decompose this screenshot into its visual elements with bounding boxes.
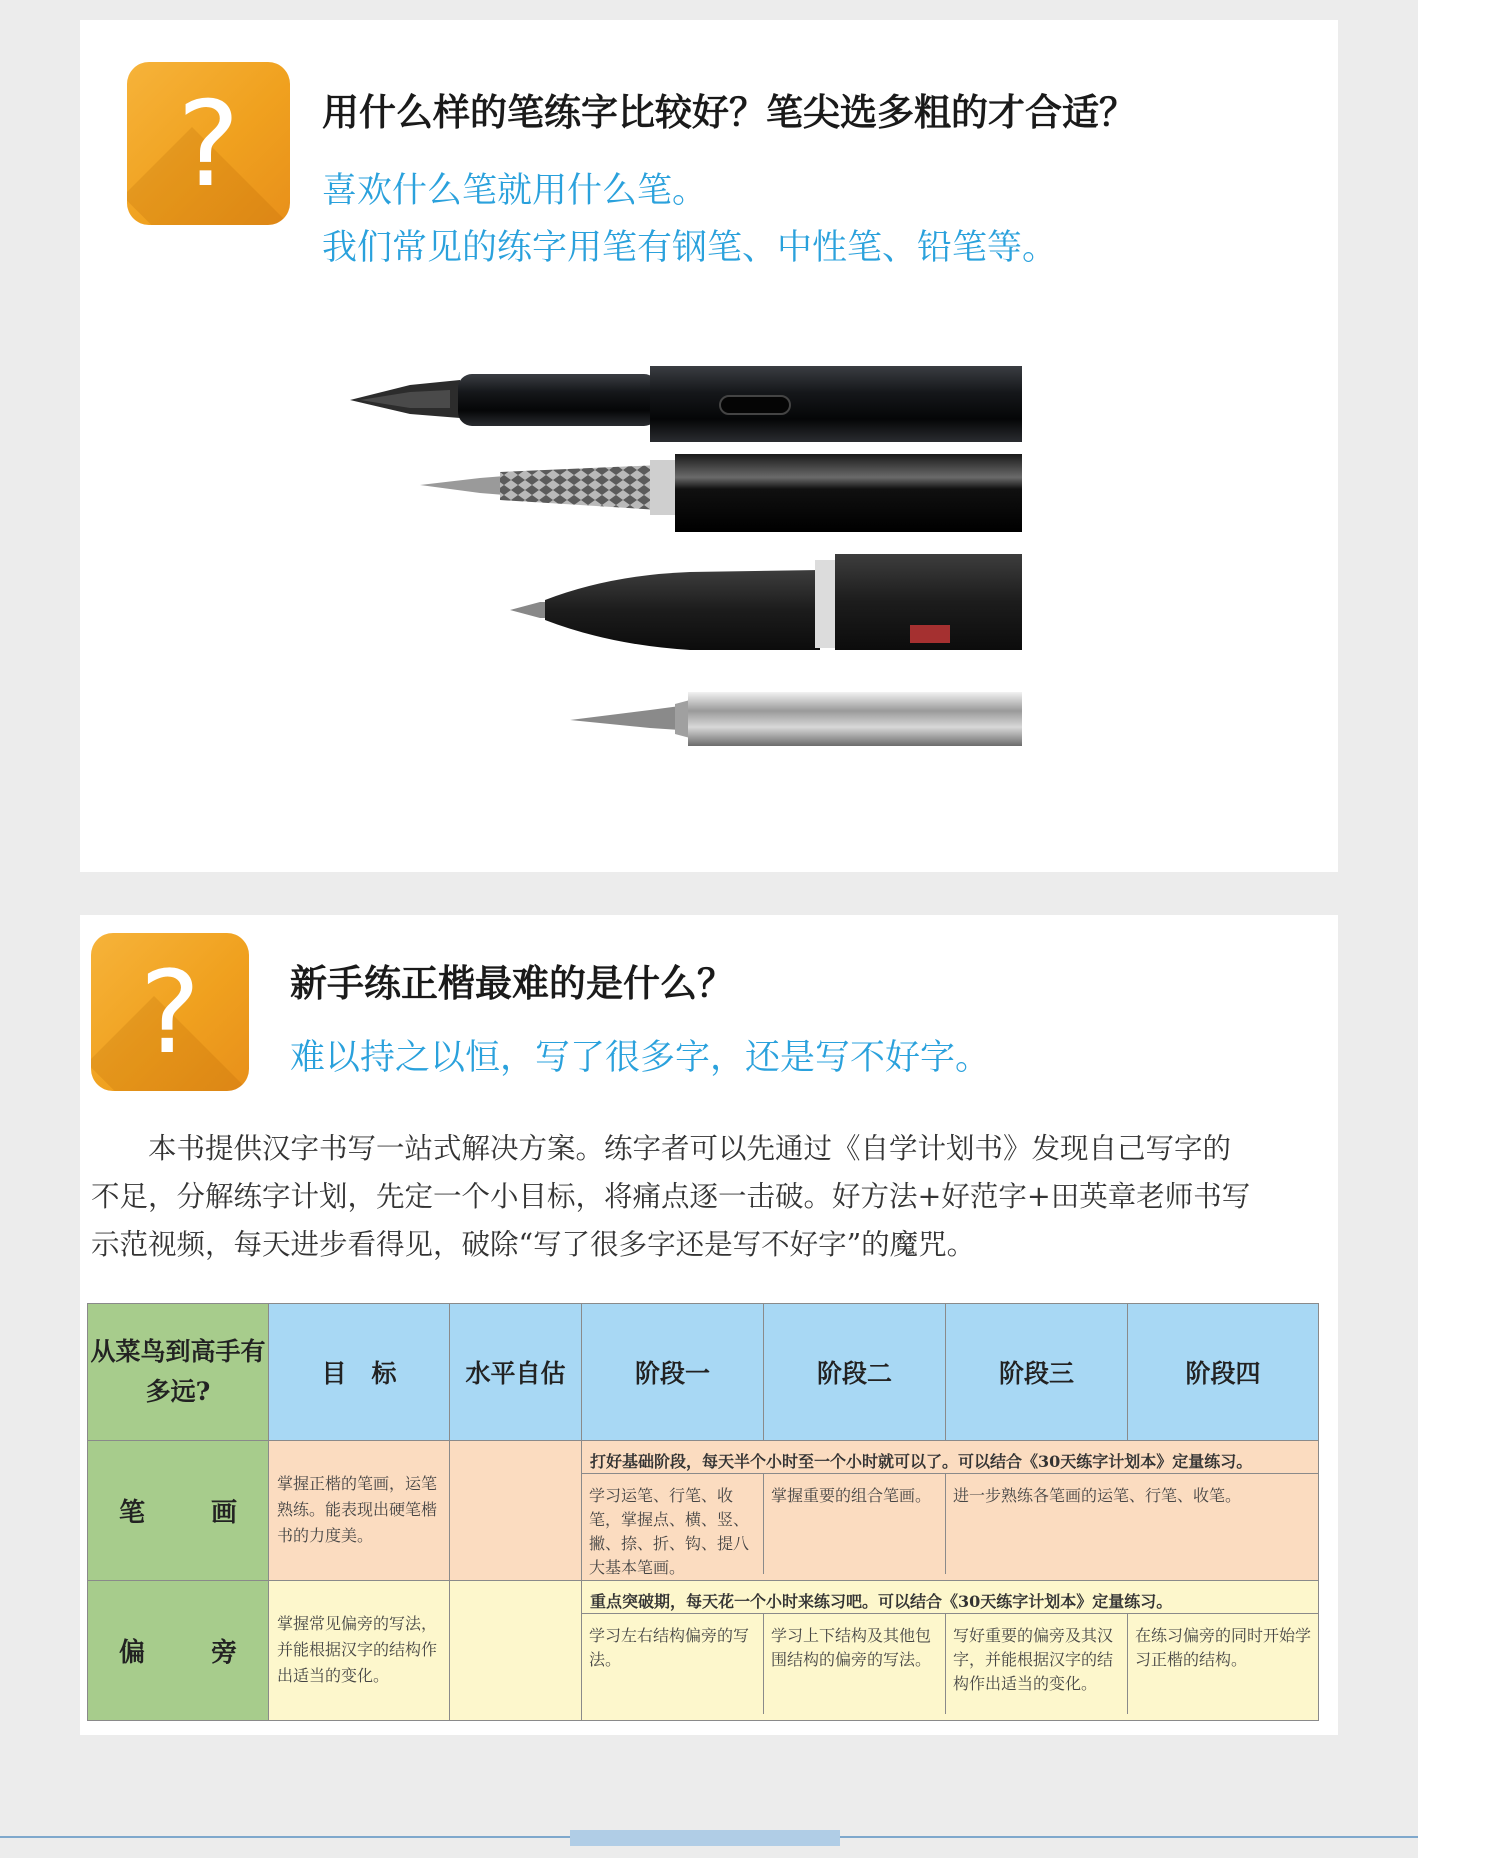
description-paragraph	[91, 1125, 1331, 1269]
question-title: 用什么样的笔练字比较好？笔尖选多粗的才合适？	[322, 91, 1136, 134]
stage-note: 打好基础阶段，每天半个小时至一个小时就可以了。可以结合《30天练字计划本》定量练习。	[590, 1452, 1253, 1471]
goal-cell: 掌握正楷的笔画，运笔熟练。能表现出硬笔楷书的力度美。	[277, 1474, 438, 1545]
column-header: 阶段一	[582, 1304, 764, 1441]
pens-image	[350, 350, 1200, 850]
column-header: 目 标	[269, 1304, 450, 1441]
fountain-pen	[350, 366, 1022, 442]
bottom-tab-indicator	[570, 1830, 840, 1846]
stage-cell: 在练习偏旁的同时开始学习正楷的结构。	[1135, 1626, 1312, 1669]
column-header: 阶段二	[764, 1304, 946, 1441]
question-mark-icon: ?	[127, 62, 290, 225]
pen-question-card	[80, 20, 1338, 872]
row-header: 偏 旁	[88, 1581, 269, 1721]
paragraph-line: 示范视频，每天进步看得见，破除“写了很多字还是写不好字”的魔咒。	[91, 1228, 976, 1261]
answer-line-2: 我们常见的练字用笔有钢笔、中性笔、铅笔等。	[322, 228, 1058, 268]
column-header: 阶段四	[1128, 1304, 1319, 1441]
row-header: 笔 画	[88, 1441, 269, 1581]
goal-cell: 掌握常见偏旁的写法，并能根据汉字的结构作出适当的变化。	[277, 1614, 438, 1685]
answer-line-1: 喜欢什么笔就用什么笔。	[322, 171, 708, 211]
question-mark-icon: ?	[91, 933, 249, 1091]
self-assessment-cell	[450, 1441, 582, 1581]
table-row	[88, 1581, 1319, 1721]
stage-note: 重点突破期，每天花一个小时来练习吧。可以结合《30天练字计划本》定量练习。	[590, 1592, 1173, 1611]
study-plan-table	[87, 1303, 1319, 1721]
self-assessment-cell	[450, 1581, 582, 1721]
paragraph-line: 不足，分解练字计划，先定一个小目标，将痛点逐一击破。好方法+好范字+田英章老师书写	[91, 1180, 1251, 1213]
answer-line: 难以持之以恒，写了很多字，还是写不好字。	[290, 1038, 991, 1078]
mechanical-pencil	[570, 692, 1022, 746]
question-title: 新手练正楷最难的是什么？	[290, 962, 734, 1005]
gel-pen	[510, 554, 1022, 650]
stage-cell: 写好重要的偏旁及其汉字，并能根据汉字的结构作出适当的变化。	[953, 1626, 1114, 1693]
stage-cell: 学习左右结构偏旁的写法。	[589, 1626, 750, 1669]
paragraph-line: 本书提供汉字书写一站式解决方案。练字者可以先通过《自学计划书》发现自己写字的	[91, 1132, 1232, 1165]
right-margin	[1418, 0, 1500, 1858]
table-corner-header: 从菜鸟到高手有多远?	[88, 1304, 269, 1441]
stage-cell: 掌握重要的组合笔画。	[771, 1486, 932, 1505]
table-row	[88, 1441, 1319, 1581]
column-header: 阶段三	[946, 1304, 1128, 1441]
fountain-pen-metal-grip	[420, 454, 1022, 532]
difficulty-question-card	[80, 915, 1338, 1735]
stage-cell: 学习运笔、行笔、收笔，掌握点、横、竖、撇、捺、折、钩、提八大基本笔画。	[589, 1486, 750, 1577]
column-header: 水平自估	[450, 1304, 582, 1441]
stage-cell: 进一步熟练各笔画的运笔、行笔、收笔。	[953, 1486, 1242, 1505]
stage-cell: 学习上下结构及其他包围结构的偏旁的写法。	[771, 1626, 932, 1669]
